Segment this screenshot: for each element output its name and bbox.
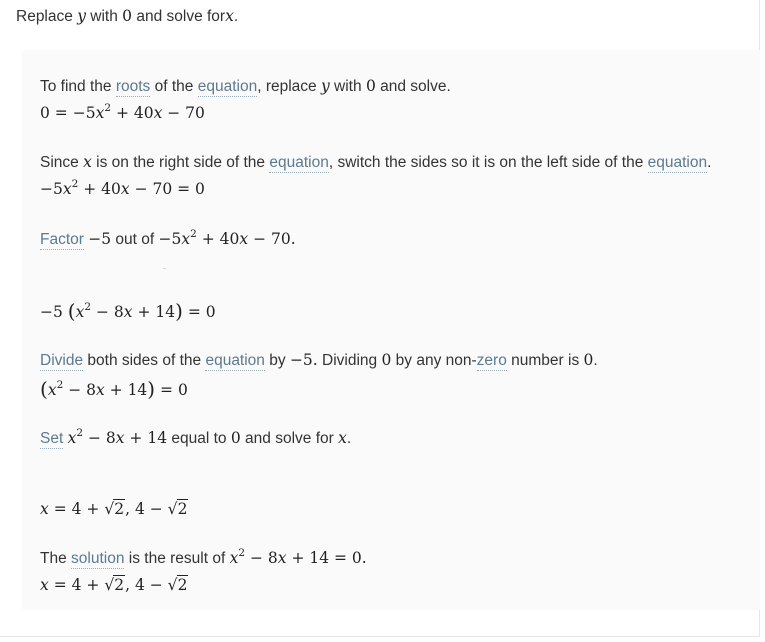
var-x: x [225,7,234,25]
exponent: 2 [238,547,246,559]
var-x: x [123,303,133,321]
step-text-switch-sides [40,153,711,172]
math-part: + 40 [83,180,121,198]
radicand: 2 [177,576,188,594]
var-x: x [115,429,125,447]
text: number is [511,352,580,369]
period: . [346,430,352,447]
sqrt-2 [168,576,189,594]
text: and solve. [380,78,451,95]
exponent: 2 [84,301,92,313]
var-x: x [40,576,49,594]
var-x: x [67,429,77,447]
right-paren: ) [175,299,183,323]
var-x: x [239,230,249,248]
var-x: x [181,230,191,248]
zero: 0 [365,77,376,95]
math-part: , 4 − [125,500,163,518]
sqrt-symbol: √ [167,576,178,594]
text: To find the [40,78,112,95]
zero: 0 [583,351,594,369]
math-part: + 14 [129,429,168,447]
left-paren: ( [67,299,76,323]
exponent: 2 [104,102,111,114]
math-part: = 4 + [53,500,100,518]
term-link-equation[interactable]: equation [269,154,329,171]
equation-original [40,104,205,122]
text: The [40,550,67,567]
faint-mark [163,268,166,269]
sqrt-2 [104,576,125,594]
text: is the result of [128,550,226,567]
math-part: , 4 − [125,576,163,594]
step-text-divide [40,351,598,370]
math-part: − 70 = 0 [134,180,205,198]
term-link-equation[interactable]: equation [197,78,258,95]
text: , switch the sides so it is on the left side of the [328,154,644,171]
var-x: x [75,303,85,321]
var-x: x [83,153,92,171]
period: . [233,8,239,25]
equation-divided [40,376,188,400]
math-part: − 70. [253,230,296,248]
period: . [593,352,598,369]
text: by [269,352,286,369]
solution-panel [22,50,760,610]
term-link-roots[interactable]: roots [115,78,151,95]
var-x: x [95,104,105,122]
math-part: − 8 [87,429,116,447]
step-instruction [16,7,238,26]
term-link-zero[interactable]: zero [476,352,507,369]
zero: 0 [381,351,392,369]
var-x: x [277,549,287,567]
text: by any non- [395,352,477,369]
var-x: x [47,381,57,399]
text: , replace [257,78,317,95]
step-text-factor [40,230,296,249]
sqrt-2 [168,500,189,518]
text: . [707,154,712,171]
math-part: − 8 [95,303,124,321]
text: Since [40,154,79,171]
var-x: x [120,180,130,198]
math-part: − 8 [249,549,278,567]
text: with [334,78,362,95]
math-part: + 40 [115,104,154,122]
text: is on the right side of the [96,154,266,171]
step-text-solution [40,549,367,568]
quadratic-expression [68,429,167,447]
equation-switched [40,180,205,198]
text: both sides of the [87,352,202,369]
left-paren: ( [40,377,48,401]
right-paren: ) [147,377,156,401]
math-part: + 40 [201,230,240,248]
math-part: −5 [158,230,182,248]
term-link-divide[interactable]: Divide [40,352,84,369]
text: equal to [171,430,227,447]
final-answer [40,576,188,594]
sqrt-2 [104,500,125,518]
instruction-text: Replace [16,8,73,25]
var-x: x [40,500,49,518]
math-part: − 8 [68,381,96,399]
text: of the [154,78,194,95]
text: Dividing [322,352,378,369]
zero: 0 [122,7,133,25]
var-y: y [320,77,330,95]
math-part: = 0 [160,381,188,399]
term-link-equation[interactable]: equation [205,352,265,369]
math-part: + 14 [137,303,176,321]
instruction-text: with [90,8,118,25]
sqrt-symbol: √ [104,576,115,594]
equation-factored [40,298,216,322]
step-text-roots [40,77,451,96]
math-part: + 14 [109,381,148,399]
var-x: x [229,549,239,567]
factor-expression [159,230,296,248]
math-part: 0 = −5 [40,104,96,122]
exponent: 2 [76,427,84,439]
math-part: − 70 [167,104,205,122]
zero: 0 [230,429,241,447]
var-x: x [338,429,347,447]
text: and solve for [245,430,334,447]
math-part: = 0 [187,303,216,321]
math-part: −5 [40,180,63,198]
instruction-text: and solve for [136,8,226,25]
math-part: −5. [289,351,318,369]
exponent: 2 [190,228,197,240]
math-part: −5 [40,303,63,321]
exponent: 2 [56,379,64,391]
sqrt-symbol: √ [167,500,178,518]
var-x: x [62,180,72,198]
var-x: x [153,104,163,122]
text: out of [115,231,155,248]
quadratic-equation [230,549,367,567]
exponent: 2 [71,178,79,190]
math-part: = 4 + [53,576,100,594]
math-part: + 14 = 0. [291,549,367,567]
radicand: 2 [114,500,125,518]
sqrt-symbol: √ [104,500,115,518]
term-link-set[interactable]: Set [40,430,64,447]
radicand: 2 [177,500,188,518]
term-link-equation[interactable]: equation [647,154,708,171]
term-link-factor[interactable]: Factor [40,231,84,248]
solution-roots [40,500,188,518]
term-link-solution[interactable]: solution [71,550,125,567]
math-part: −5 [88,230,112,248]
var-x: x [95,381,105,399]
radicand: 2 [114,576,125,594]
var-y: y [77,7,86,25]
step-text-set [40,429,351,448]
